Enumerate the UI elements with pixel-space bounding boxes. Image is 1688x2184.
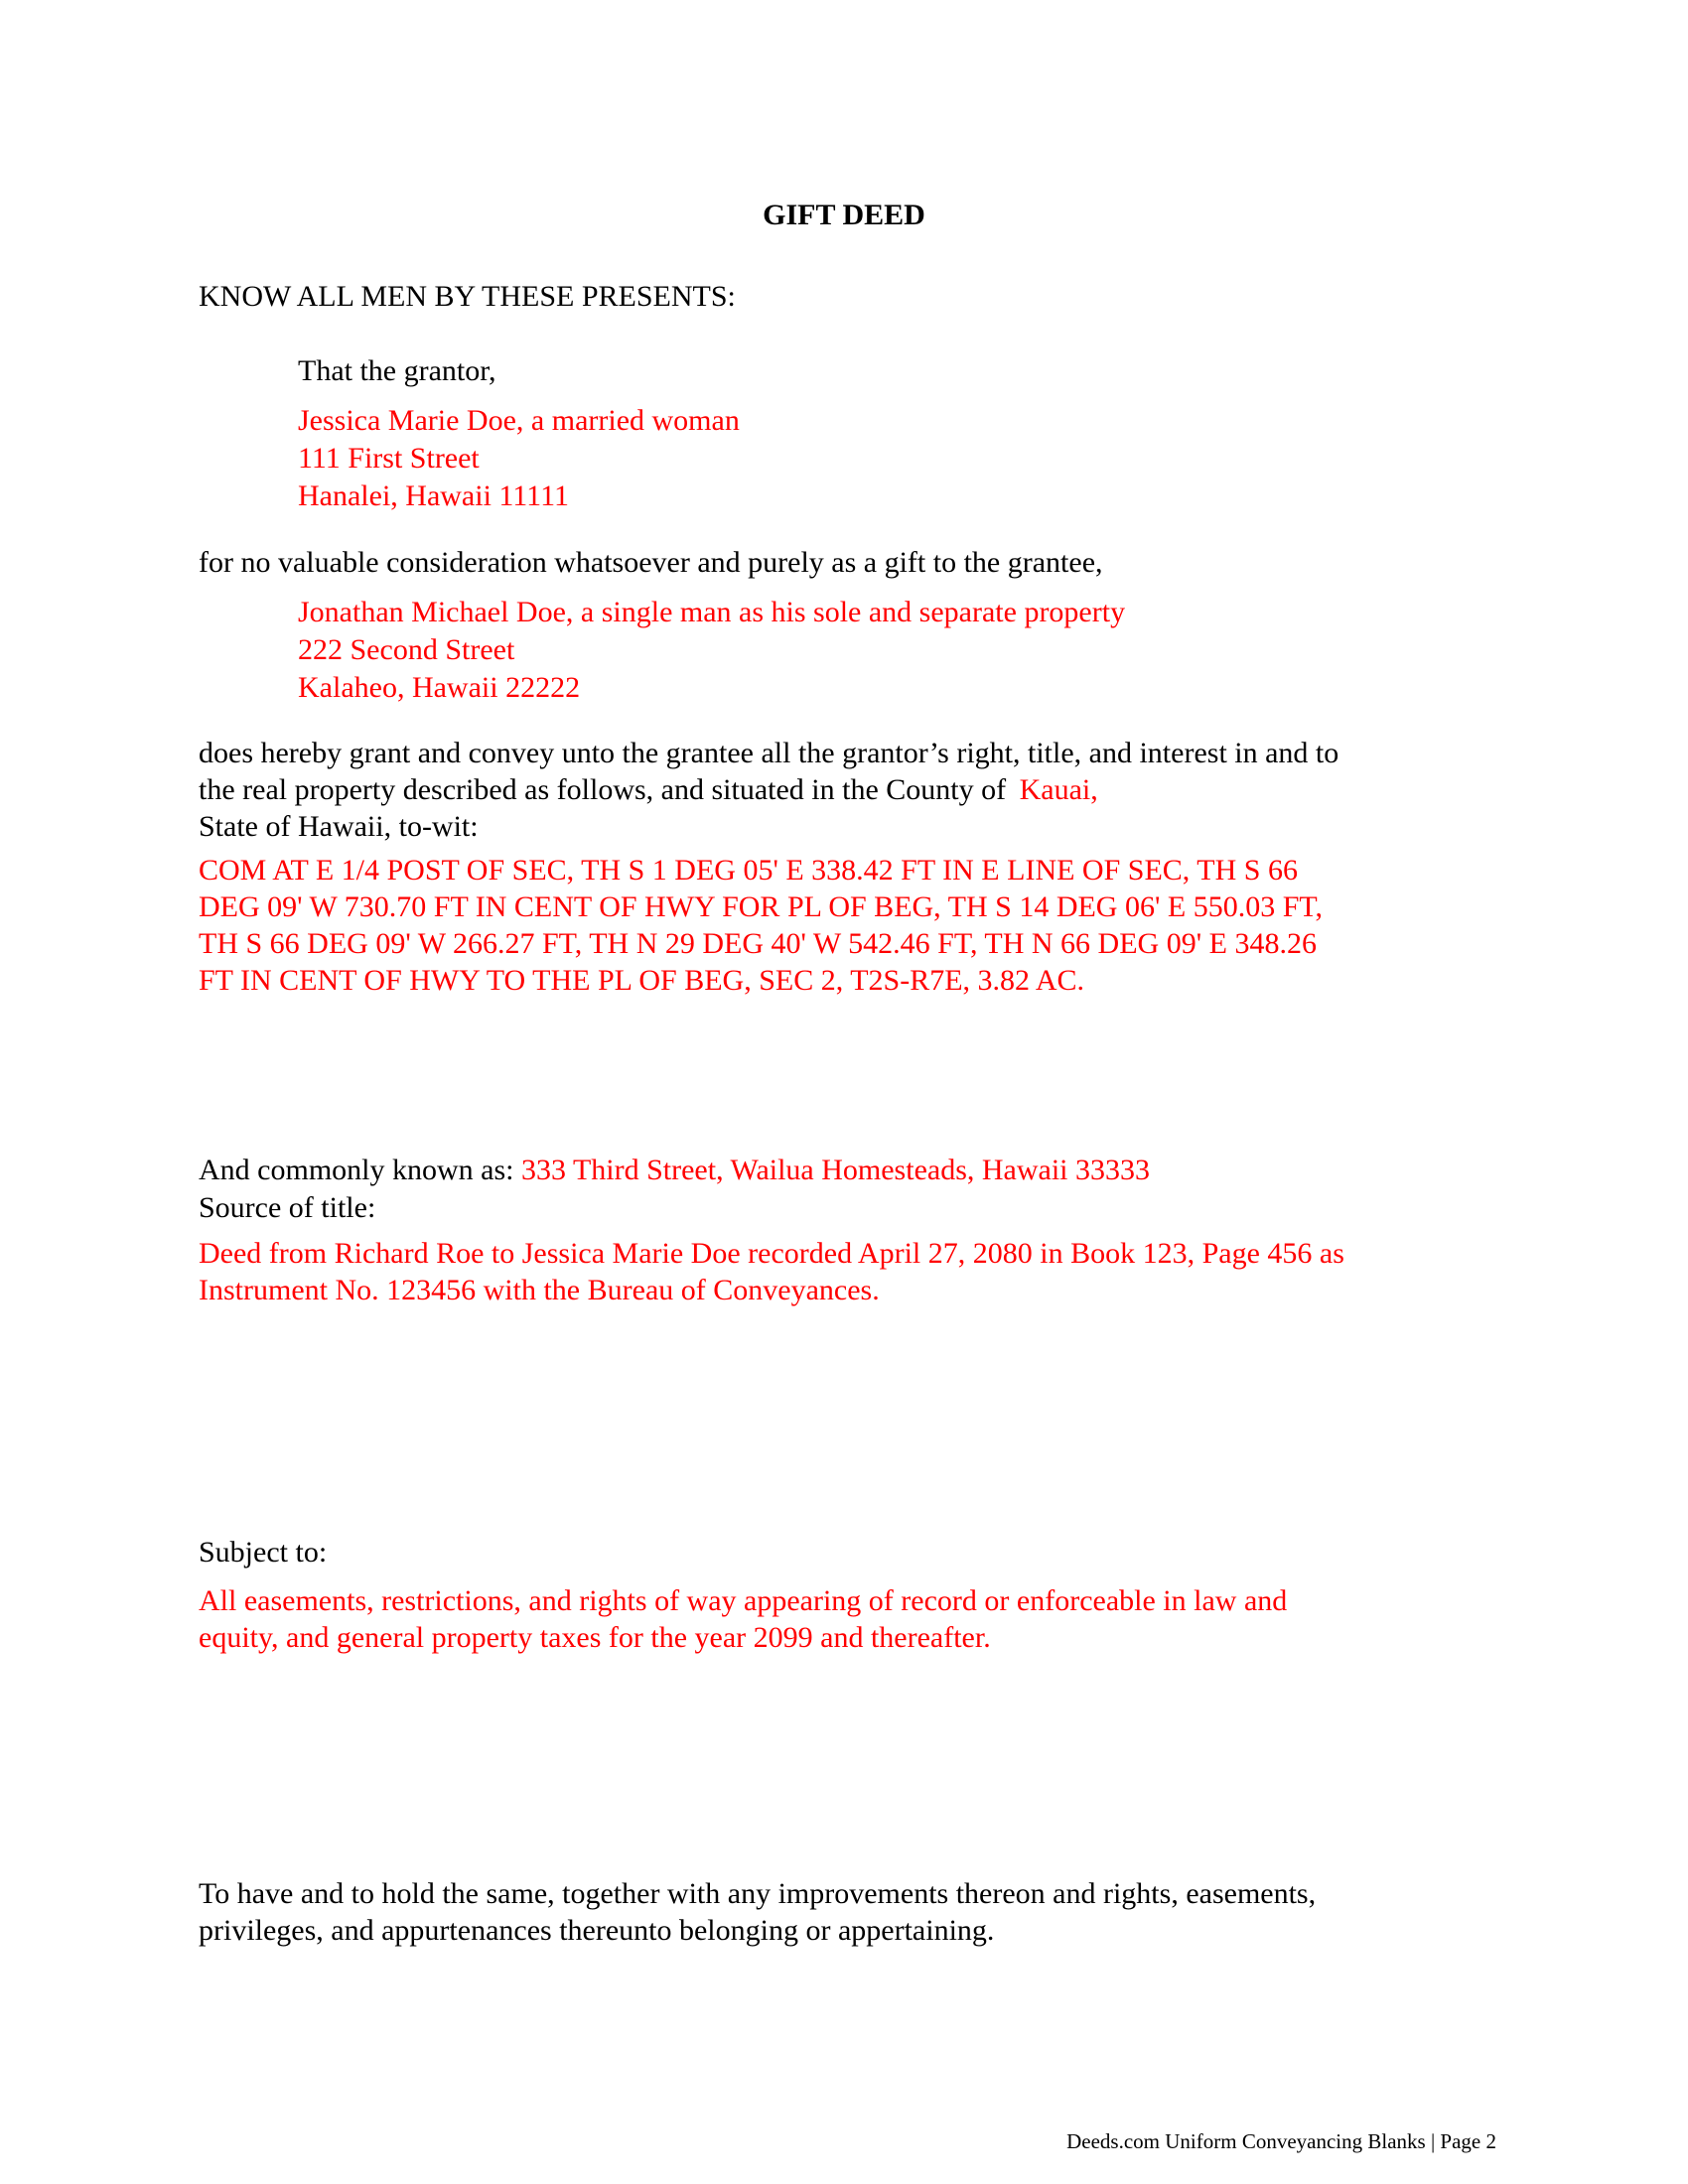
commonly-known-line: [199, 1152, 1150, 1188]
document-title: GIFT DEED: [763, 199, 925, 231]
subject-to-line: equity, and general property taxes for the year 2099 and thereafter.: [199, 1621, 991, 1654]
source-of-title-line: Deed from Richard Roe to Jessica Marie Doe recorded April 27, 2080 in Book 123, Page 456 as: [199, 1237, 1344, 1270]
legal-description-line: TH S 66 DEG 09' W 266.27 FT, TH N 29 DEG 40' W 542.46 FT, TH N 66 DEG 09' E 348.26: [199, 927, 1317, 960]
grantor-name: Jessica Marie Doe, a married woman: [298, 404, 740, 437]
legal-description-line: FT IN CENT OF HWY TO THE PL OF BEG, SEC 2, T2S-R7E, 3.82 AC.: [199, 964, 1085, 997]
habendum-line: privileges, and appurtenances thereunto belonging or appertaining.: [199, 1914, 995, 1947]
grantor-street: 111 First Street: [298, 442, 480, 475]
conveyance-line-3: State of Hawaii, to-wit:: [199, 810, 479, 843]
subject-to-line: All easements, restrictions, and rights of way appearing of record or enforceable in law and: [199, 1584, 1288, 1617]
commonly-known-label: And commonly known as:: [199, 1154, 514, 1186]
grantor-intro: That the grantor,: [298, 354, 496, 387]
legal-description-line: DEG 09' W 730.70 FT IN CENT OF HWY FOR PL OF BEG, TH S 14 DEG 06' E 550.03 FT,: [199, 890, 1323, 923]
conveyance-line-2: [199, 771, 1098, 808]
grantee-street: 222 Second Street: [298, 633, 515, 666]
page-footer: Deeds.com Uniform Conveyancing Blanks | Page 2: [1066, 2129, 1496, 2153]
conveyance-line-2-text: the real property described as follows, and situated in the County of: [199, 773, 1007, 806]
preamble: KNOW ALL MEN BY THESE PRESENTS:: [199, 280, 736, 313]
source-of-title-label: Source of title:: [199, 1191, 376, 1224]
grantee-city: Kalaheo, Hawaii 22222: [298, 671, 581, 704]
conveyance-line-1: does hereby grant and convey unto the grantee all the grantor’s right, title, and interest in and to: [199, 737, 1339, 769]
county-name: Kauai,: [1019, 773, 1098, 806]
grantor-city: Hanalei, Hawaii 11111: [298, 479, 569, 512]
source-of-title-line: Instrument No. 123456 with the Bureau of Conveyances.: [199, 1274, 880, 1306]
habendum-line: To have and to hold the same, together with any improvements thereon and rights, easements,: [199, 1877, 1317, 1910]
grantee-name: Jonathan Michael Doe, a single man as his sole and separate property: [298, 596, 1126, 628]
consideration-text: for no valuable consideration whatsoever and purely as a gift to the grantee,: [199, 546, 1103, 579]
subject-to-label: Subject to:: [199, 1536, 328, 1569]
legal-description-line: COM AT E 1/4 POST OF SEC, TH S 1 DEG 05' E 338.42 FT IN E LINE OF SEC, TH S 66: [199, 854, 1298, 887]
property-address: 333 Third Street, Wailua Homesteads, Hawaii 33333: [520, 1154, 1151, 1186]
